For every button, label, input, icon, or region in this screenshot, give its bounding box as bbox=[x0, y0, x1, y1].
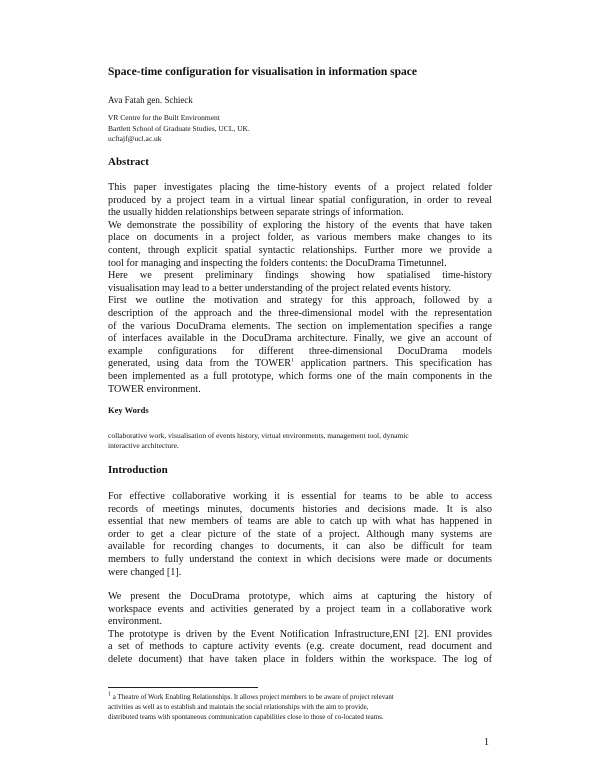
text-line: We present the DocuDrama prototype, which aims at capturing the history of bbox=[108, 591, 492, 602]
affiliation-line: Bartlett School of Graduate Studies, UCL, UK. bbox=[108, 123, 250, 133]
text-line: distributed teams with spontaneous communication capabilities close to those of co-located teams. bbox=[108, 713, 384, 721]
page-number: 1 bbox=[484, 737, 489, 748]
text-line: members to fully understand the context in which decisions were made or documents bbox=[108, 553, 492, 565]
text-line bbox=[108, 692, 498, 702]
text-line: of interfaces available in the DocuDrama architecture. Finally, we give an account of bbox=[108, 333, 492, 345]
text-line: For effective collaborative working it is essential for teams to be able to access bbox=[108, 491, 492, 502]
text-line: were changed [1]. bbox=[108, 566, 182, 578]
text-line: environment. bbox=[108, 616, 163, 628]
footnote-marker: 1 bbox=[108, 691, 111, 698]
footnote bbox=[108, 692, 498, 722]
author-name: Ava Fatah gen. Schieck bbox=[108, 95, 193, 105]
text-line: description of the approach and the three-dimensional model with the representation bbox=[108, 307, 492, 319]
text-line: tool for managing and inspecting the folders contents: the DocuDrama Timetunnel. bbox=[108, 257, 447, 269]
text-line: example configurations for different three-dimensional DocuDrama models bbox=[108, 345, 492, 357]
text-line: of the various DocuDrama elements. The section on implementation specifies a range bbox=[108, 320, 492, 332]
author-email: ucftajf@ucl.ac.uk bbox=[108, 134, 162, 143]
introduction-heading: Introduction bbox=[108, 464, 168, 476]
text-line: place on documents in a project folder, as various members make changes to its bbox=[108, 232, 492, 244]
text-line: The prototype is driven by the Event Notification Infrastructure,ENI [2]. ENI provides bbox=[108, 628, 492, 640]
text-line: records of meetings minutes, documents histories and decisions made. It is also bbox=[108, 503, 492, 515]
text-line: a set of methods to capture activity events (e.g. create document, read document and bbox=[108, 641, 492, 653]
text-line: This paper investigates placing the time-history events of a project related folder bbox=[108, 182, 492, 193]
text-line bbox=[108, 358, 492, 371]
footnote-ref: 1 bbox=[291, 358, 295, 364]
abstract-body bbox=[108, 182, 492, 396]
text-line: order to get a clear picture of the state of a project. Although many systems are bbox=[108, 528, 492, 540]
text-line: activities as well as to establish and maintain the social relationships with the aim to provide, bbox=[108, 703, 369, 711]
text-line: essential that new members of teams are able to catch up with what has happened in bbox=[108, 516, 492, 528]
text-line: available for recording changes to documents, it can also be difficult for team bbox=[108, 541, 492, 553]
footnote-divider bbox=[108, 687, 258, 688]
text-line: collaborative work, visualisation of events history, virtual environments, management tool, dynamic bbox=[108, 431, 409, 440]
text-line: delete document) that have taken place in folders within the workspace. The log of bbox=[108, 653, 492, 665]
keywords-body bbox=[108, 431, 492, 451]
text-line: been implemented as a full prototype, which forms one of the main components in the bbox=[108, 370, 492, 382]
paper-title: Space-time configuration for visualisation in information space bbox=[108, 66, 418, 78]
text-line: interactive architecture. bbox=[108, 441, 179, 450]
text-line: produced by a project team in a virtual linear spatial configuration, in order to reveal bbox=[108, 194, 492, 206]
text-fragment: a Theatre of Work Enabling Relationships. It allows project members to be aware of project relevant bbox=[111, 693, 394, 701]
text-fragment: application partners. This specification has bbox=[294, 358, 492, 370]
abstract-heading: Abstract bbox=[108, 156, 149, 168]
affiliation-line: VR Centre for the Built Environment bbox=[108, 113, 220, 122]
intro-paragraph-2 bbox=[108, 591, 492, 667]
text-line: We demonstrate the possibility of exploring the history of the events that have taken bbox=[108, 219, 492, 231]
text-line: visualisation may lead to a better understanding of the project related events history. bbox=[108, 282, 452, 294]
text-fragment: generated, using data from the TOWER bbox=[108, 358, 292, 370]
text-line: content, through explicit spatial syntactic relationships. Further more we provide a bbox=[108, 244, 492, 256]
text-line: workspace events and activities generated by a project team in a collaborative work bbox=[108, 603, 492, 615]
keywords-heading: Key Words bbox=[108, 405, 149, 415]
text-line: First we outline the motivation and strategy for this approach, followed by a bbox=[108, 295, 492, 307]
text-line: Here we present preliminary findings showing how spatialised time-history bbox=[108, 270, 492, 282]
intro-paragraph-1 bbox=[108, 491, 492, 579]
affiliation-block bbox=[108, 113, 250, 145]
text-line: the usually hidden relationships between separate strings of information. bbox=[108, 207, 404, 219]
text-line: TOWER environment. bbox=[108, 383, 201, 395]
